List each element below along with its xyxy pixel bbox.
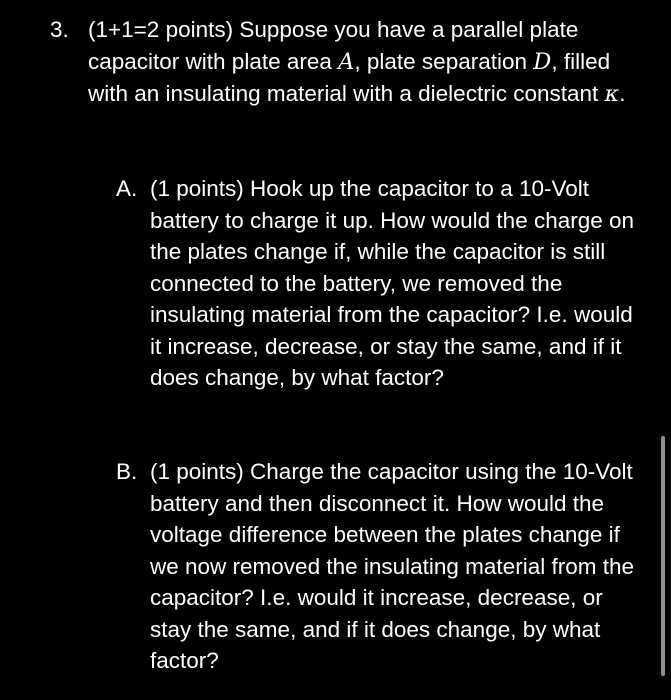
intro-text-3: , filled with an insulating material with a dielectric constant [88, 48, 611, 106]
intro-text-1: (1+1=2 points) Suppose you have a parallel plate capacitor with plate area [88, 17, 579, 74]
plate-area-symbol: A [338, 48, 355, 75]
part-b [116, 456, 646, 677]
dielectric-constant-symbol: κ [604, 81, 620, 107]
problem-number: 3. [50, 17, 69, 42]
part-b-letter: B. [116, 459, 138, 484]
problem-statement [50, 14, 640, 111]
problem-intro [88, 14, 640, 111]
vertical-scrollbar[interactable] [661, 436, 665, 676]
problem-3 [50, 14, 640, 111]
plate-separation-symbol: D [533, 48, 552, 75]
part-a-letter: A. [116, 176, 138, 201]
intro-text-2: , plate separation [354, 48, 534, 74]
intro-text-4: . [619, 81, 626, 106]
part-a [116, 173, 646, 394]
part-b-text: (1 points) Charge the capacitor using the 10-Volt battery and then disconnect it. How would the voltage difference between the plates change if we now removed the insulating material from the capacitor? I.e. would it increase, decrease, or stay the same, and if it does change, by what factor? [150, 459, 634, 673]
part-a-text: (1 points) Hook up the capacitor to a 10-Volt battery to charge it up. How would the charge on the plates change if, while the capacitor is still connected to the battery, we removed the insulating material from the capacitor? I.e. would it increase, decrease, or stay the same, and if it does change, by what factor? [150, 176, 635, 390]
